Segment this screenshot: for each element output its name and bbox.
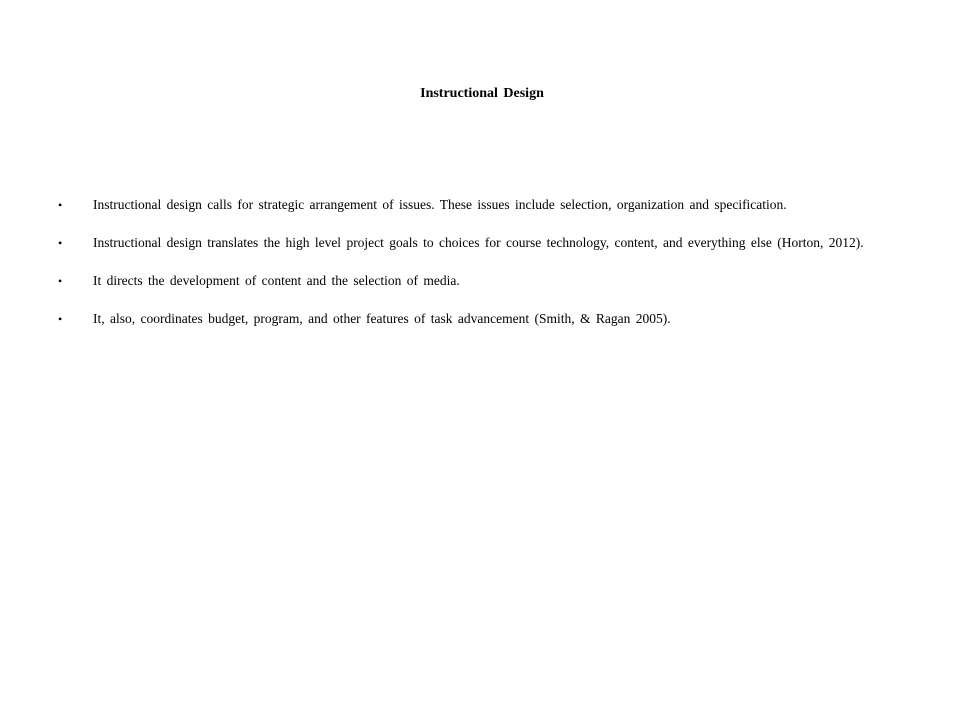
bullet-icon: • xyxy=(58,198,63,212)
bullet-icon: • xyxy=(58,312,63,326)
bullet-list xyxy=(0,186,960,338)
bullet-text: Instructional design translates the high level project goals to choices for course technology, content, and everything else (Horton, 2012). xyxy=(93,235,864,250)
bullet-text: Instructional design calls for strategic arrangement of issues. These issues include selection, organization and specification. xyxy=(93,197,787,212)
bullet-text: It directs the development of content and the selection of media. xyxy=(93,273,460,288)
slide-title: Instructional Design xyxy=(420,86,544,101)
bullet-item xyxy=(0,262,893,300)
bullet-item xyxy=(0,224,893,262)
bullet-item xyxy=(0,300,893,338)
bullet-icon: • xyxy=(58,274,63,288)
bullet-item xyxy=(0,186,893,224)
bullet-text: It, also, coordinates budget, program, and other features of task advancement (Smith, & Ragan 2005). xyxy=(93,311,671,326)
bullet-icon: • xyxy=(58,236,63,250)
